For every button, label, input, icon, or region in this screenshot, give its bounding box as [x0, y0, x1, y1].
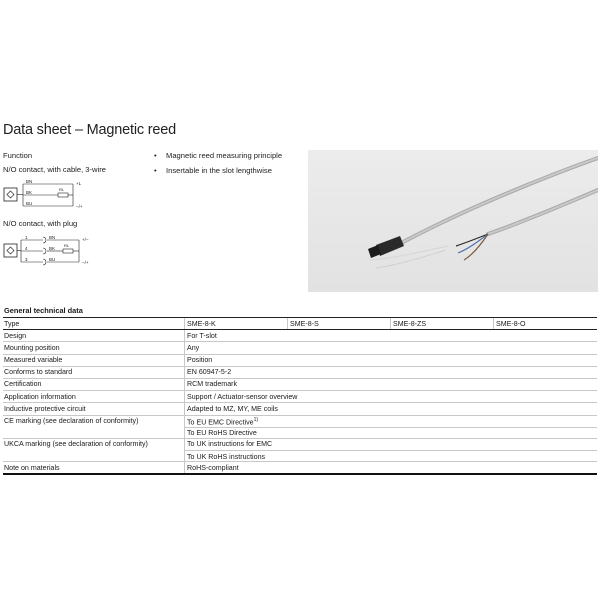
type-column-header: SME-8-O: [493, 318, 597, 329]
label-load: RL: [59, 187, 65, 192]
plug-caption: N/O contact, with plug: [3, 219, 78, 228]
row-value: For T-slot: [184, 330, 597, 341]
feature-list: [154, 151, 304, 181]
row-values: [184, 439, 597, 461]
row-value: To UK instructions for EMC: [187, 440, 273, 449]
sensor-symbol: [4, 244, 17, 257]
row-label: CE marking (see declaration of conformity): [4, 417, 139, 425]
sensor-illustration: [308, 150, 598, 292]
row-values: [184, 416, 597, 438]
row-value: To UK RoHS instructions: [185, 450, 597, 461]
function-heading: Function: [3, 151, 33, 160]
feature-item: [154, 151, 304, 160]
technical-data-table: [3, 302, 597, 475]
label-minus: −/+: [82, 260, 89, 265]
footnote-marker: 1): [253, 417, 259, 423]
table-row: [3, 379, 597, 391]
row-label: Design: [4, 331, 27, 340]
cable-caption: N/O contact, with cable, 3-wire: [3, 165, 106, 174]
table-row: [3, 367, 597, 379]
table-row: [3, 342, 597, 354]
row-label: Note on materials: [4, 463, 60, 472]
table-row-ce: [3, 416, 597, 439]
table-row: [3, 330, 597, 342]
label-plus: +L: [76, 181, 82, 186]
feature-text: Magnetic reed measuring principle: [166, 151, 283, 160]
label-bn: BN: [26, 179, 33, 184]
table-row: [3, 355, 597, 367]
label-bk: BK: [26, 190, 33, 195]
row-value: To EU RoHS Directive: [185, 427, 597, 438]
plug-wiring-diagram: [3, 232, 113, 272]
type-column-header: SME-8-K: [184, 318, 287, 329]
cable-wiring-diagram: [3, 178, 113, 216]
label-minus: −/+: [76, 204, 83, 209]
bullet-icon: •: [154, 166, 157, 175]
row-label: Inductive protective circuit: [4, 404, 86, 413]
table-row-type: [3, 318, 597, 330]
label-bn: BN: [49, 235, 56, 240]
row-value: Any: [184, 342, 597, 353]
ce-emc-text: To EU EMC Directive: [187, 418, 254, 427]
label-bk: BK: [49, 246, 56, 251]
row-value: Adapted to MZ, MY, ME coils: [184, 403, 597, 414]
pin-4: 4: [25, 246, 28, 251]
row-value: Support / Actuator-sensor overview: [184, 391, 597, 402]
bullet-icon: •: [154, 151, 157, 160]
table-heading: General technical data: [3, 302, 597, 318]
plug-contacts: [43, 237, 46, 265]
label-load: RL: [64, 243, 70, 248]
row-value: EN 60947-5-2: [184, 367, 597, 378]
label-bu: BU: [49, 257, 56, 262]
page-title: Data sheet – Magnetic reed: [3, 122, 176, 138]
row-label: Application information: [4, 392, 76, 401]
table-row-ukca: [3, 439, 597, 462]
load-resistor: [63, 249, 73, 253]
table-row: [3, 462, 597, 475]
sensor-diamond: [7, 247, 14, 254]
type-column-header: SME-8-ZS: [390, 318, 493, 329]
sensor-symbol: [4, 188, 17, 201]
type-column-header: SME-8-S: [287, 318, 390, 329]
feature-text: Insertable in the slot lengthwise: [166, 166, 272, 175]
feature-item: [154, 166, 304, 175]
label-bu: BU: [26, 201, 33, 206]
row-label: Conforms to standard: [4, 368, 73, 377]
wire-brown: [464, 234, 488, 260]
table-row: [3, 403, 597, 415]
table-row: [3, 391, 597, 403]
row-label: Certification: [4, 380, 42, 389]
pin-1: 1: [25, 235, 28, 240]
row-label: Measured variable: [4, 356, 63, 365]
row-label: Mounting position: [4, 343, 60, 352]
row-value: Position: [184, 355, 597, 366]
pin-3: 3: [25, 257, 28, 262]
row-label: UKCA marking (see declaration of conformity): [4, 440, 148, 449]
row-value: RCM trademark: [184, 379, 597, 390]
row-value: RoHS-compliant: [184, 462, 597, 473]
label-plus: +/−: [82, 237, 89, 242]
product-photo: [308, 150, 598, 292]
row-value: [185, 416, 597, 427]
load-resistor: [58, 193, 68, 197]
sensor-diamond: [7, 191, 14, 198]
row-label: Type: [4, 319, 20, 328]
